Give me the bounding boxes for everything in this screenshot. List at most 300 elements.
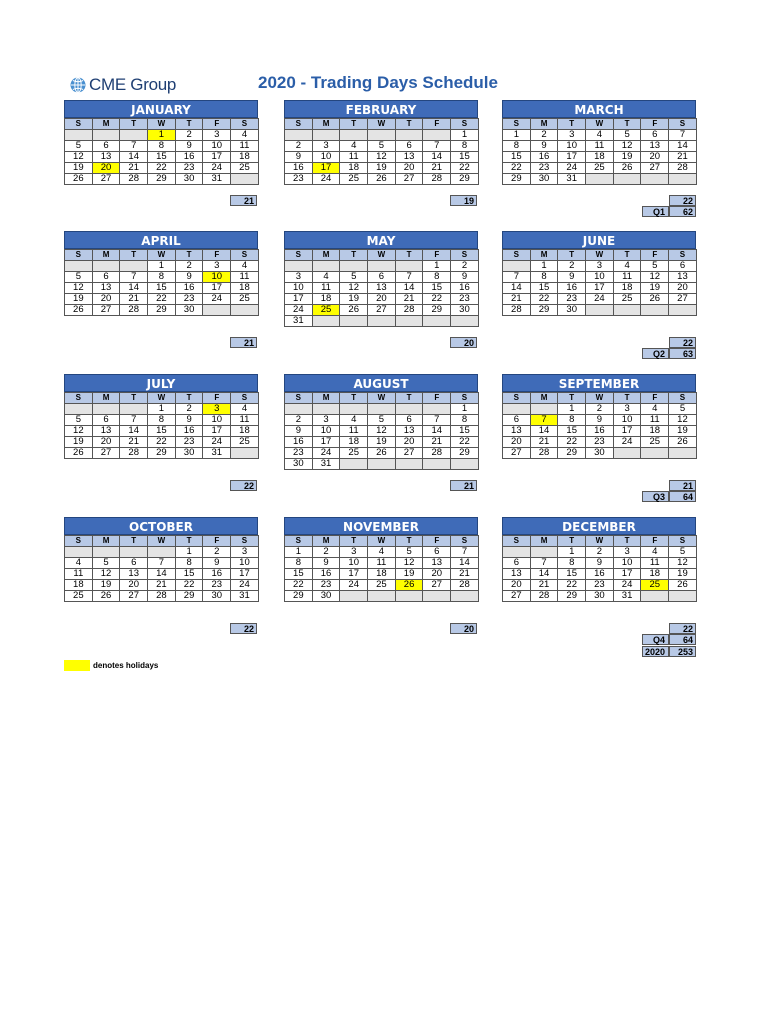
calendar-day: 2: [586, 547, 614, 558]
calendar-day: 7: [503, 272, 531, 283]
day-of-week-header: W: [148, 250, 176, 261]
calendar-day: 5: [613, 130, 641, 141]
month-trading-days-total: 20: [450, 337, 477, 348]
quarter-total: 63: [669, 348, 696, 359]
calendar-day: 27: [395, 448, 423, 459]
holiday-day: 25: [312, 305, 340, 316]
calendar-day: 2: [285, 141, 313, 152]
calendar-day: 14: [451, 558, 479, 569]
month-september: [502, 374, 696, 459]
holiday-day: 20: [92, 163, 120, 174]
calendar-day: 3: [231, 547, 259, 558]
day-of-week-header: S: [503, 250, 531, 261]
calendar-day: 4: [340, 141, 368, 152]
calendar-day: 1: [148, 261, 176, 272]
empty-cell: [120, 547, 148, 558]
day-of-week-header: F: [423, 536, 451, 547]
calendar-day: 30: [175, 174, 203, 185]
calendar-day: 29: [148, 448, 176, 459]
calendar-day: 20: [503, 437, 531, 448]
calendar-day: 16: [285, 163, 313, 174]
calendar-day: 19: [340, 294, 368, 305]
calendar-day: 24: [340, 580, 368, 591]
quarter-label: Q1: [642, 206, 669, 217]
calendar-day: 22: [148, 437, 176, 448]
calendar-day: 22: [148, 294, 176, 305]
empty-cell: [423, 316, 451, 327]
calendar-day: 30: [175, 448, 203, 459]
calendar-day: 29: [503, 174, 531, 185]
day-of-week-header: T: [395, 250, 423, 261]
empty-cell: [120, 404, 148, 415]
calendar-day: 5: [669, 547, 697, 558]
empty-cell: [613, 305, 641, 316]
empty-cell: [312, 261, 340, 272]
day-of-week-header: S: [231, 536, 259, 547]
calendar-day: 13: [503, 569, 531, 580]
calendar-day: 28: [120, 174, 148, 185]
calendar-day: 6: [395, 415, 423, 426]
calendar-day: 1: [503, 130, 531, 141]
logo-text: CME Group: [89, 75, 177, 94]
empty-cell: [613, 448, 641, 459]
day-of-week-header: S: [451, 250, 479, 261]
calendar-day: 7: [120, 415, 148, 426]
day-of-week-header: M: [312, 536, 340, 547]
calendar-day: 6: [503, 415, 531, 426]
quarter-total: 62: [669, 206, 696, 217]
calendar-day: 14: [395, 283, 423, 294]
calendar-day: 20: [641, 152, 669, 163]
calendar-day: 8: [148, 141, 176, 152]
day-of-week-header: S: [65, 536, 93, 547]
calendar-day: 27: [503, 448, 531, 459]
calendar-day: 30: [203, 591, 231, 602]
calendar-day: 24: [586, 294, 614, 305]
empty-cell: [368, 591, 396, 602]
calendar-day: 25: [340, 174, 368, 185]
empty-cell: [423, 459, 451, 470]
empty-cell: [395, 130, 423, 141]
day-of-week-header: T: [120, 536, 148, 547]
calendar-day: 30: [312, 591, 340, 602]
calendar-day: 3: [558, 130, 586, 141]
holiday-legend-swatch: [64, 660, 90, 671]
calendar-day: 12: [65, 152, 93, 163]
empty-cell: [65, 130, 93, 141]
empty-cell: [641, 305, 669, 316]
empty-cell: [423, 130, 451, 141]
empty-cell: [285, 404, 313, 415]
calendar-day: 20: [395, 163, 423, 174]
calendar-day: 13: [395, 426, 423, 437]
calendar-day: 6: [120, 558, 148, 569]
calendar-day: 15: [148, 426, 176, 437]
calendar-day: 28: [530, 448, 558, 459]
year-total: 253: [669, 646, 696, 657]
calendar-day: 19: [641, 283, 669, 294]
calendar-day: 1: [175, 547, 203, 558]
calendar-day: 9: [285, 152, 313, 163]
calendar-day: 29: [148, 305, 176, 316]
calendar-day: 21: [120, 163, 148, 174]
calendar-day: 6: [395, 141, 423, 152]
empty-cell: [120, 261, 148, 272]
month-name: APRIL: [64, 231, 258, 249]
month-name: JULY: [64, 374, 258, 392]
calendar-day: 27: [641, 163, 669, 174]
day-of-week-header: W: [368, 250, 396, 261]
day-of-week-header: W: [586, 250, 614, 261]
calendar-day: 1: [451, 130, 479, 141]
day-of-week-header: F: [203, 536, 231, 547]
calendar-day: 14: [148, 569, 176, 580]
day-of-week-header: F: [641, 536, 669, 547]
empty-cell: [368, 404, 396, 415]
calendar-day: 11: [641, 415, 669, 426]
calendar-day: 20: [368, 294, 396, 305]
day-of-week-header: T: [395, 119, 423, 130]
day-of-week-header: T: [558, 393, 586, 404]
calendar-day: 15: [285, 569, 313, 580]
calendar-day: 3: [312, 141, 340, 152]
calendar-day: 28: [451, 580, 479, 591]
calendar-day: 29: [451, 174, 479, 185]
empty-cell: [285, 130, 313, 141]
month-july: [64, 374, 258, 459]
calendar-day: 22: [558, 580, 586, 591]
month-august: [284, 374, 478, 470]
empty-cell: [92, 404, 120, 415]
day-of-week-header: M: [530, 393, 558, 404]
calendar-day: 8: [558, 558, 586, 569]
calendar-day: 1: [530, 261, 558, 272]
calendar-day: 10: [203, 415, 231, 426]
calendar-day: 31: [285, 316, 313, 327]
calendar-day: 8: [451, 415, 479, 426]
calendar-day: 7: [530, 558, 558, 569]
calendar-day: 6: [503, 558, 531, 569]
calendar-day: 19: [395, 569, 423, 580]
calendar-day: 18: [586, 152, 614, 163]
day-of-week-header: T: [340, 393, 368, 404]
month-name: FEBRUARY: [284, 100, 478, 118]
day-of-week-header: T: [613, 393, 641, 404]
calendar-day: 19: [368, 437, 396, 448]
calendar-day: 17: [613, 569, 641, 580]
cme-group-logo: [70, 75, 176, 95]
month-name: AUGUST: [284, 374, 478, 392]
day-of-week-header: S: [285, 250, 313, 261]
calendar-day: 12: [641, 272, 669, 283]
calendar-day: 15: [423, 283, 451, 294]
calendar-day: 22: [175, 580, 203, 591]
calendar-day: 28: [120, 448, 148, 459]
calendar-day: 22: [558, 437, 586, 448]
calendar-day: 12: [340, 283, 368, 294]
calendar-day: 18: [641, 569, 669, 580]
calendar-day: 16: [285, 437, 313, 448]
calendar-day: 27: [120, 591, 148, 602]
calendar-day: 18: [231, 152, 259, 163]
calendar-day: 28: [395, 305, 423, 316]
calendar-day: 2: [530, 130, 558, 141]
calendar-day: 4: [340, 415, 368, 426]
calendar-day: 23: [530, 163, 558, 174]
calendar-day: 15: [530, 283, 558, 294]
empty-cell: [530, 547, 558, 558]
day-of-week-header: S: [669, 536, 697, 547]
calendar-day: 11: [368, 558, 396, 569]
page-title: 2020 - Trading Days Schedule: [258, 73, 498, 92]
day-of-week-header: S: [231, 119, 259, 130]
calendar-day: 7: [148, 558, 176, 569]
calendar-day: 6: [368, 272, 396, 283]
calendar-day: 12: [669, 558, 697, 569]
month-november: [284, 517, 478, 602]
calendar-day: 9: [558, 272, 586, 283]
month-trading-days-total: 21: [450, 480, 477, 491]
calendar-day: 1: [558, 404, 586, 415]
empty-cell: [669, 174, 697, 185]
calendar-day: 9: [203, 558, 231, 569]
day-of-week-header: T: [175, 250, 203, 261]
day-of-week-header: S: [285, 119, 313, 130]
calendar-day: 27: [669, 294, 697, 305]
calendar-day: 2: [312, 547, 340, 558]
calendar-day: 21: [669, 152, 697, 163]
day-of-week-header: T: [120, 393, 148, 404]
calendar-day: 29: [285, 591, 313, 602]
calendar-day: 14: [120, 152, 148, 163]
calendar-day: 15: [558, 569, 586, 580]
empty-cell: [451, 316, 479, 327]
calendar-day: 23: [586, 437, 614, 448]
calendar-day: 8: [503, 141, 531, 152]
day-of-week-header: M: [92, 393, 120, 404]
calendar-day: 1: [285, 547, 313, 558]
empty-cell: [395, 459, 423, 470]
calendar-day: 12: [669, 415, 697, 426]
calendar-day: 29: [148, 174, 176, 185]
month-trading-days-total: 22: [669, 195, 696, 206]
empty-cell: [92, 130, 120, 141]
day-of-week-header: S: [65, 393, 93, 404]
empty-cell: [285, 261, 313, 272]
month-march: [502, 100, 696, 185]
month-trading-days-total: 22: [230, 480, 257, 491]
calendar-day: 12: [65, 283, 93, 294]
calendar-day: 21: [423, 437, 451, 448]
calendar-day: 22: [451, 163, 479, 174]
calendar-day: 5: [641, 261, 669, 272]
calendar-day: 7: [451, 547, 479, 558]
calendar-day: 3: [312, 415, 340, 426]
calendar-day: 22: [285, 580, 313, 591]
day-of-week-header: W: [368, 536, 396, 547]
calendar-day: 13: [423, 558, 451, 569]
calendar-day: 3: [203, 261, 231, 272]
month-october: [64, 517, 258, 602]
holiday-day: 10: [203, 272, 231, 283]
calendar-day: 26: [613, 163, 641, 174]
calendar-day: 23: [285, 448, 313, 459]
calendar-day: 9: [175, 141, 203, 152]
calendar-day: 11: [65, 569, 93, 580]
calendar-day: 15: [175, 569, 203, 580]
calendar-day: 2: [558, 261, 586, 272]
calendar-day: 25: [231, 437, 259, 448]
day-of-week-header: M: [92, 119, 120, 130]
calendar-day: 16: [530, 152, 558, 163]
calendar-day: 15: [451, 426, 479, 437]
calendar-day: 16: [558, 283, 586, 294]
empty-cell: [65, 404, 93, 415]
calendar-day: 12: [368, 426, 396, 437]
day-of-week-header: F: [203, 393, 231, 404]
calendar-day: 13: [92, 152, 120, 163]
calendar-day: 7: [669, 130, 697, 141]
calendar-day: 14: [669, 141, 697, 152]
calendar-day: 25: [65, 591, 93, 602]
calendar-day: 15: [148, 283, 176, 294]
calendar-day: 17: [312, 437, 340, 448]
day-of-week-header: T: [395, 536, 423, 547]
calendar-day: 16: [175, 152, 203, 163]
day-of-week-header: W: [148, 393, 176, 404]
calendar-day: 24: [613, 580, 641, 591]
calendar-day: 4: [613, 261, 641, 272]
empty-cell: [641, 448, 669, 459]
empty-cell: [669, 448, 697, 459]
day-of-week-header: F: [641, 119, 669, 130]
calendar-day: 10: [312, 426, 340, 437]
calendar-day: 4: [231, 130, 259, 141]
quarter-label: Q2: [642, 348, 669, 359]
calendar-day: 4: [65, 558, 93, 569]
month-may: [284, 231, 478, 327]
calendar-day: 16: [175, 283, 203, 294]
calendar-day: 30: [558, 305, 586, 316]
calendar-day: 29: [530, 305, 558, 316]
quarter-label: Q4: [642, 634, 669, 645]
calendar-day: 16: [586, 426, 614, 437]
calendar-day: 13: [641, 141, 669, 152]
calendar-day: 14: [530, 569, 558, 580]
quarter-label: Q3: [642, 491, 669, 502]
empty-cell: [530, 404, 558, 415]
calendar-day: 13: [368, 283, 396, 294]
day-of-week-header: M: [530, 250, 558, 261]
calendar-day: 20: [423, 569, 451, 580]
calendar-day: 24: [203, 294, 231, 305]
calendar-day: 4: [312, 272, 340, 283]
calendar-day: 29: [558, 591, 586, 602]
empty-cell: [395, 404, 423, 415]
calendar-day: 18: [65, 580, 93, 591]
calendar-day: 19: [65, 294, 93, 305]
month-trading-days-total: 22: [230, 623, 257, 634]
calendar-day: 6: [92, 272, 120, 283]
calendar-day: 14: [503, 283, 531, 294]
holiday-day: 25: [641, 580, 669, 591]
calendar-day: 2: [285, 415, 313, 426]
empty-cell: [586, 305, 614, 316]
calendar-day: 8: [175, 558, 203, 569]
month-name: SEPTEMBER: [502, 374, 696, 392]
calendar-day: 27: [92, 305, 120, 316]
calendar-day: 23: [175, 437, 203, 448]
empty-cell: [423, 404, 451, 415]
calendar-day: 5: [92, 558, 120, 569]
calendar-day: 12: [92, 569, 120, 580]
calendar-day: 10: [231, 558, 259, 569]
calendar-day: 27: [395, 174, 423, 185]
calendar-day: 14: [423, 426, 451, 437]
calendar-day: 23: [558, 294, 586, 305]
day-of-week-header: T: [613, 536, 641, 547]
empty-cell: [203, 305, 231, 316]
holiday-day: 3: [203, 404, 231, 415]
calendar-day: 25: [231, 163, 259, 174]
day-of-week-header: W: [586, 393, 614, 404]
calendar-day: 4: [231, 404, 259, 415]
calendar-day: 18: [231, 283, 259, 294]
year-label: 2020: [642, 646, 669, 657]
calendar-day: 4: [641, 404, 669, 415]
calendar-day: 29: [175, 591, 203, 602]
calendar-day: 6: [423, 547, 451, 558]
calendar-day: 3: [285, 272, 313, 283]
calendar-day: 8: [451, 141, 479, 152]
calendar-day: 8: [558, 415, 586, 426]
month-trading-days-total: 19: [450, 195, 477, 206]
empty-cell: [231, 174, 259, 185]
day-of-week-header: F: [203, 250, 231, 261]
calendar-day: 5: [669, 404, 697, 415]
day-of-week-header: F: [423, 119, 451, 130]
calendar-day: 9: [530, 141, 558, 152]
calendar-day: 15: [558, 426, 586, 437]
day-of-week-header: T: [613, 250, 641, 261]
calendar-day: 11: [586, 141, 614, 152]
calendar-day: 22: [530, 294, 558, 305]
calendar-day: 26: [368, 174, 396, 185]
day-of-week-header: T: [175, 536, 203, 547]
empty-cell: [340, 404, 368, 415]
empty-cell: [613, 174, 641, 185]
month-name: DECEMBER: [502, 517, 696, 535]
empty-cell: [641, 591, 669, 602]
calendar-day: 17: [613, 426, 641, 437]
day-of-week-header: M: [530, 536, 558, 547]
empty-cell: [231, 305, 259, 316]
holiday-day: 7: [530, 415, 558, 426]
calendar-day: 9: [175, 415, 203, 426]
empty-cell: [368, 459, 396, 470]
empty-cell: [368, 261, 396, 272]
day-of-week-header: M: [312, 119, 340, 130]
month-name: NOVEMBER: [284, 517, 478, 535]
day-of-week-header: T: [340, 536, 368, 547]
month-trading-days-total: 21: [230, 337, 257, 348]
calendar-day: 18: [613, 283, 641, 294]
calendar-day: 30: [530, 174, 558, 185]
month-name: MARCH: [502, 100, 696, 118]
calendar-day: 17: [203, 283, 231, 294]
calendar-day: 21: [120, 437, 148, 448]
empty-cell: [395, 316, 423, 327]
